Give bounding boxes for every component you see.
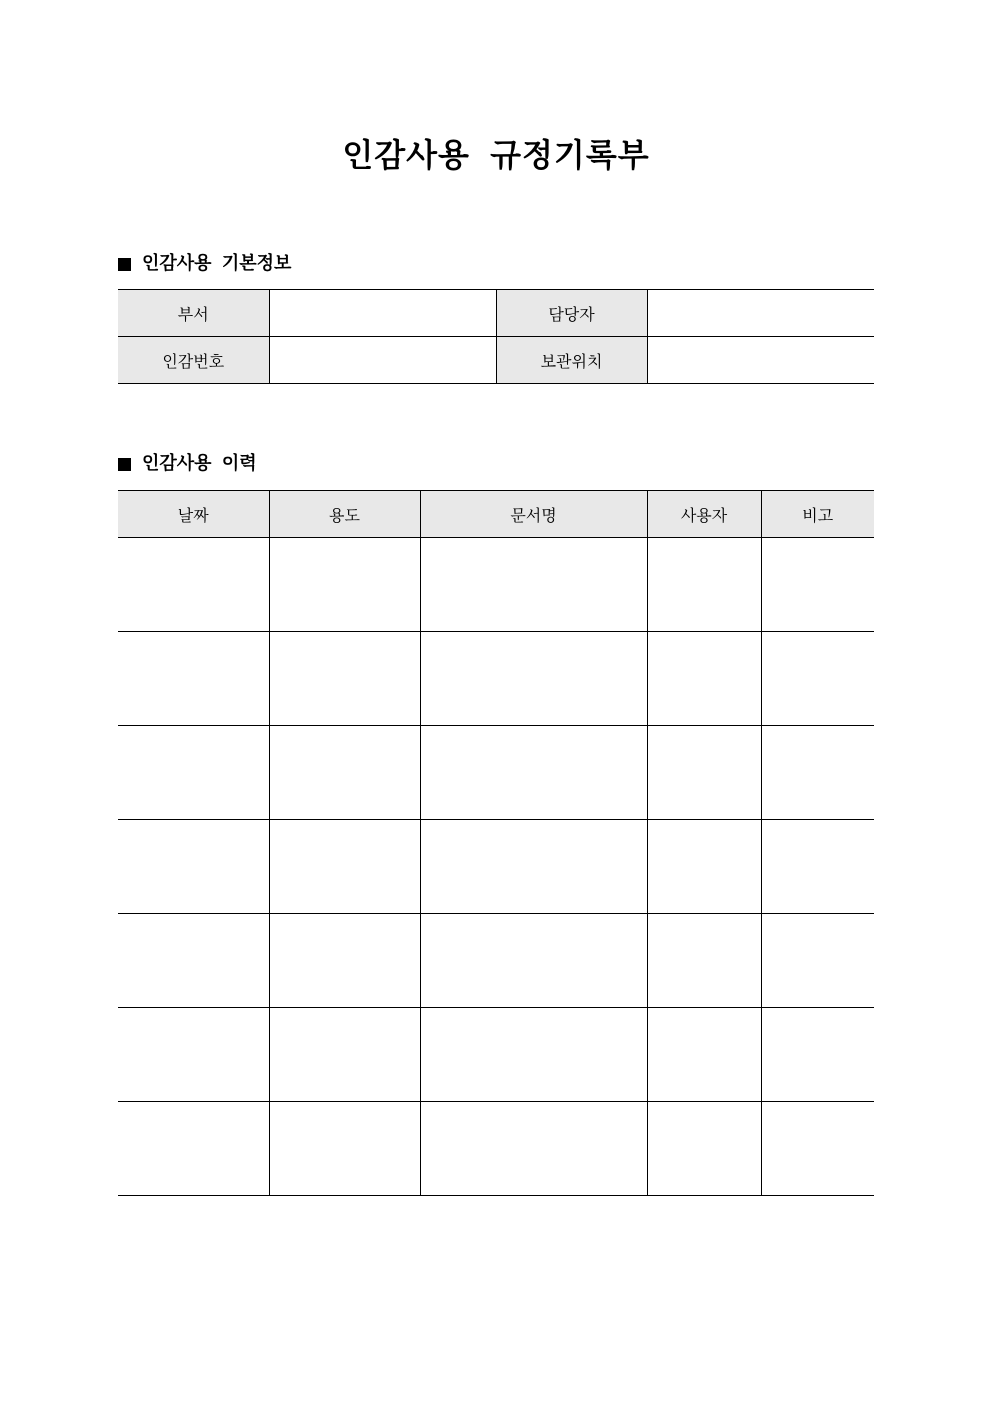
table-row — [118, 726, 874, 820]
document-name-cell[interactable] — [420, 820, 647, 914]
basic-info-row — [118, 337, 874, 384]
document-name-cell[interactable] — [420, 1102, 647, 1196]
manager-value[interactable] — [647, 290, 874, 337]
table-row — [118, 1008, 874, 1102]
remarks-cell[interactable] — [761, 726, 874, 820]
manager-label: 담당자 — [496, 290, 647, 337]
storage-location-label: 보관위치 — [496, 337, 647, 384]
storage-location-value[interactable] — [647, 337, 874, 384]
basic-info-row — [118, 290, 874, 337]
column-header-purpose: 용도 — [269, 491, 420, 538]
history-heading — [118, 452, 257, 476]
purpose-cell[interactable] — [269, 820, 420, 914]
purpose-cell[interactable] — [269, 1008, 420, 1102]
column-header-user: 사용자 — [647, 491, 761, 538]
purpose-cell[interactable] — [269, 726, 420, 820]
history-heading-text: 인감사용 이력 — [142, 453, 257, 474]
column-header-remarks: 비고 — [761, 491, 874, 538]
square-bullet-icon — [118, 458, 131, 471]
user-cell[interactable] — [647, 820, 761, 914]
square-bullet-icon — [118, 258, 131, 271]
user-cell[interactable] — [647, 726, 761, 820]
page-title: 인감사용 규정기록부 — [342, 136, 650, 174]
table-row — [118, 632, 874, 726]
basic-info-table — [118, 289, 874, 384]
history-header-row — [118, 491, 874, 538]
purpose-cell[interactable] — [269, 914, 420, 1008]
user-cell[interactable] — [647, 632, 761, 726]
purpose-cell[interactable] — [269, 632, 420, 726]
date-cell[interactable] — [118, 1102, 269, 1196]
basic-info-heading-text: 인감사용 기본정보 — [142, 253, 292, 274]
seal-number-value[interactable] — [269, 337, 496, 384]
date-cell[interactable] — [118, 538, 269, 632]
document-name-cell[interactable] — [420, 538, 647, 632]
remarks-cell[interactable] — [761, 820, 874, 914]
date-cell[interactable] — [118, 820, 269, 914]
remarks-cell[interactable] — [761, 1102, 874, 1196]
history-table — [118, 490, 874, 1196]
document-name-cell[interactable] — [420, 1008, 647, 1102]
remarks-cell[interactable] — [761, 1008, 874, 1102]
user-cell[interactable] — [647, 1102, 761, 1196]
document-name-cell[interactable] — [420, 726, 647, 820]
remarks-cell[interactable] — [761, 914, 874, 1008]
department-label: 부서 — [118, 290, 269, 337]
purpose-cell[interactable] — [269, 1102, 420, 1196]
table-row — [118, 820, 874, 914]
table-row — [118, 914, 874, 1008]
purpose-cell[interactable] — [269, 538, 420, 632]
date-cell[interactable] — [118, 632, 269, 726]
document-name-cell[interactable] — [420, 914, 647, 1008]
column-header-document-name: 문서명 — [420, 491, 647, 538]
user-cell[interactable] — [647, 1008, 761, 1102]
document-name-cell[interactable] — [420, 632, 647, 726]
date-cell[interactable] — [118, 1008, 269, 1102]
seal-number-label: 인감번호 — [118, 337, 269, 384]
basic-info-heading — [118, 252, 291, 276]
remarks-cell[interactable] — [761, 632, 874, 726]
user-cell[interactable] — [647, 538, 761, 632]
remarks-cell[interactable] — [761, 538, 874, 632]
column-header-date: 날짜 — [118, 491, 269, 538]
department-value[interactable] — [269, 290, 496, 337]
date-cell[interactable] — [118, 726, 269, 820]
table-row — [118, 1102, 874, 1196]
user-cell[interactable] — [647, 914, 761, 1008]
date-cell[interactable] — [118, 914, 269, 1008]
table-row — [118, 538, 874, 632]
